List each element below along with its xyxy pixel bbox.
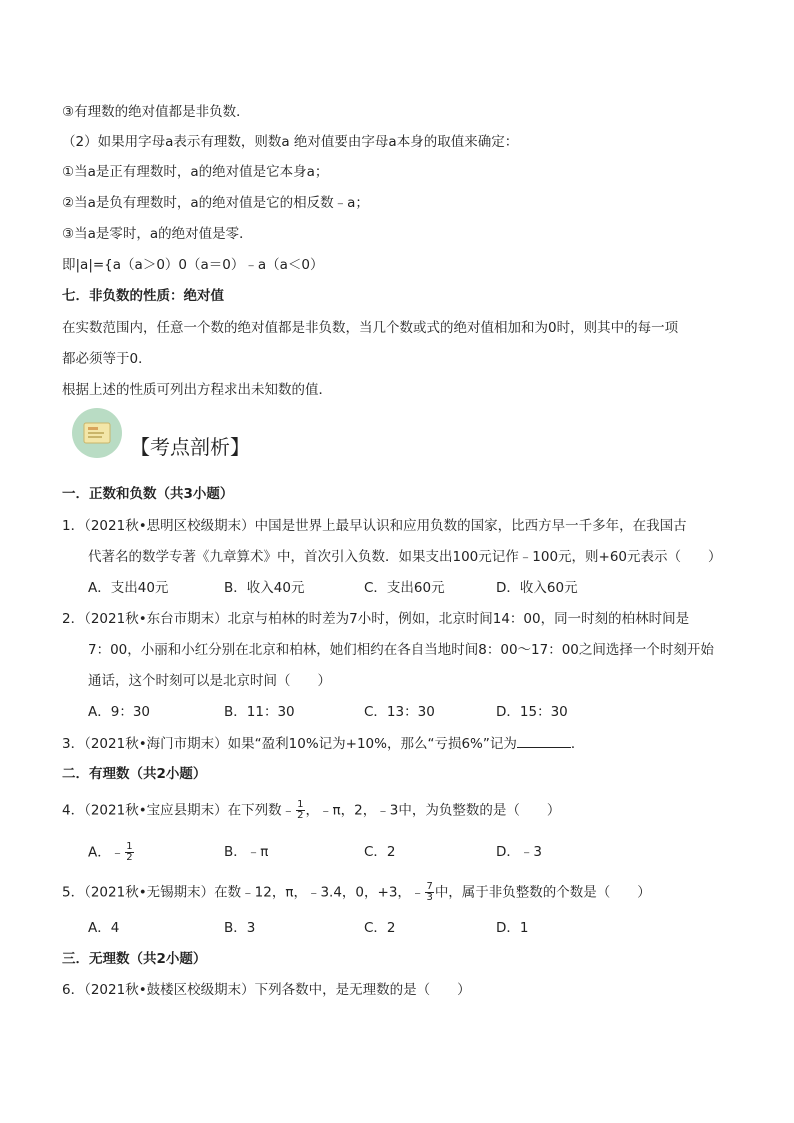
option-b[interactable]: B．3 [224,920,256,936]
text-line: 都必须等于0． [62,351,152,367]
fraction-denominator: 3 [426,892,433,903]
text-line: 在实数范围内，任意一个数的绝对值都是非负数，当几个数或式的绝对值相加和为0时，则其中的每一项 [62,320,679,336]
question-5-text: 5．（2021秋•无锡期末）在数﹣12，π，﹣3.4，0，+3，﹣ [62,884,425,901]
text-line: ①当a是正有理数时，a的绝对值是它本身a； [62,164,329,180]
section-heading: 二．有理数（共2小题） [62,766,207,782]
question-5-text: 中，属于非负整数的个数是（ ） [434,884,651,901]
fraction [296,800,304,821]
option-d[interactable]: D．﹣3 [496,844,542,860]
fraction [125,842,133,863]
text-line: 根据上述的性质可列出方程求出未知数的值． [62,382,332,398]
question-1-line: 1．（2021秋•思明区校级期末）中国是世界上最早认识和应用负数的国家，比西方早一千多年，在我国古 [62,518,687,534]
text-line: ③有理数的绝对值都是非负数． [62,104,250,120]
abs-value-formula: 即|a|={a（a＞0）0（a＝0）﹣a（a＜0） [62,257,324,273]
fraction [425,882,433,903]
answer-blank[interactable] [517,733,571,748]
option-b[interactable]: B．11：30 [224,704,295,720]
option-b[interactable]: B．﹣π [224,844,269,860]
option-d[interactable]: D．收入60元 [496,580,578,596]
question-2-line: 通话，这个时刻可以是北京时间（ ） [88,673,331,689]
question-5-line [62,882,651,903]
option-a-label: A．﹣ [88,844,125,861]
question-4-text: ，﹣π，2，﹣3中，为负整数的是（ ） [305,802,561,819]
text-line: （2）如果用字母a表示有理数，则数a 绝对值要由字母a本身的取值来确定： [62,134,519,150]
question-3-end: ． [570,736,585,752]
option-c[interactable]: C．2 [364,920,396,936]
section-heading: 三．无理数（共2小题） [62,951,207,967]
section-heading: 七．非负数的性质：绝对值 [62,288,224,304]
option-a[interactable]: A．4 [88,920,120,936]
fraction-numerator: 1 [126,841,133,852]
heading-title: 【考点剖析】 [130,435,250,459]
option-d[interactable]: D．15：30 [496,704,568,720]
fraction-numerator: 1 [297,799,304,810]
question-3-text: 3．（2021秋•海门市期末）如果“盈利10%记为+10%，那么“亏损6%”记为 [62,736,517,752]
question-6-line: 6．（2021秋•鼓楼区校级期末）下列各数中，是无理数的是（ ） [62,982,471,998]
question-4-text: 4．（2021秋•宝应县期末）在下列数﹣ [62,802,296,819]
option-a[interactable] [88,842,135,863]
question-1-line: 代著名的数学专著《九章算术》中，首次引入负数．如果支出100元记作﹣100元，则+60元表示（ ） [88,549,722,565]
fraction-numerator: 7 [426,881,433,892]
section-heading: 一．正数和负数（共3小题） [62,486,234,502]
fraction-denominator: 2 [126,852,133,863]
question-2-line: 2．（2021秋•东台市期末）北京与柏林的时差为7小时，例如，北京时间14：00，同一时刻的柏林时间是 [62,611,690,627]
notebook-icon [72,408,122,458]
option-b[interactable]: B．收入40元 [224,580,305,596]
option-c[interactable]: C．13：30 [364,704,435,720]
option-d[interactable]: D．1 [496,920,529,936]
question-2-line: 7：00，小丽和小红分别在北京和柏林，她们相约在各自当地时间8：00～17：00之间选择一个时刻开始 [88,642,714,658]
text-line: ③当a是零时，a的绝对值是零． [62,226,253,242]
fraction-denominator: 2 [297,810,304,821]
option-c[interactable]: C．支出60元 [364,580,445,596]
option-c[interactable]: C．2 [364,844,396,860]
option-a[interactable]: A．支出40元 [88,580,169,596]
question-3-line [62,733,584,754]
option-a[interactable]: A．9：30 [88,704,151,720]
question-4-line [62,800,560,821]
text-line: ②当a是负有理数时，a的绝对值是它的相反数﹣a； [62,195,369,211]
